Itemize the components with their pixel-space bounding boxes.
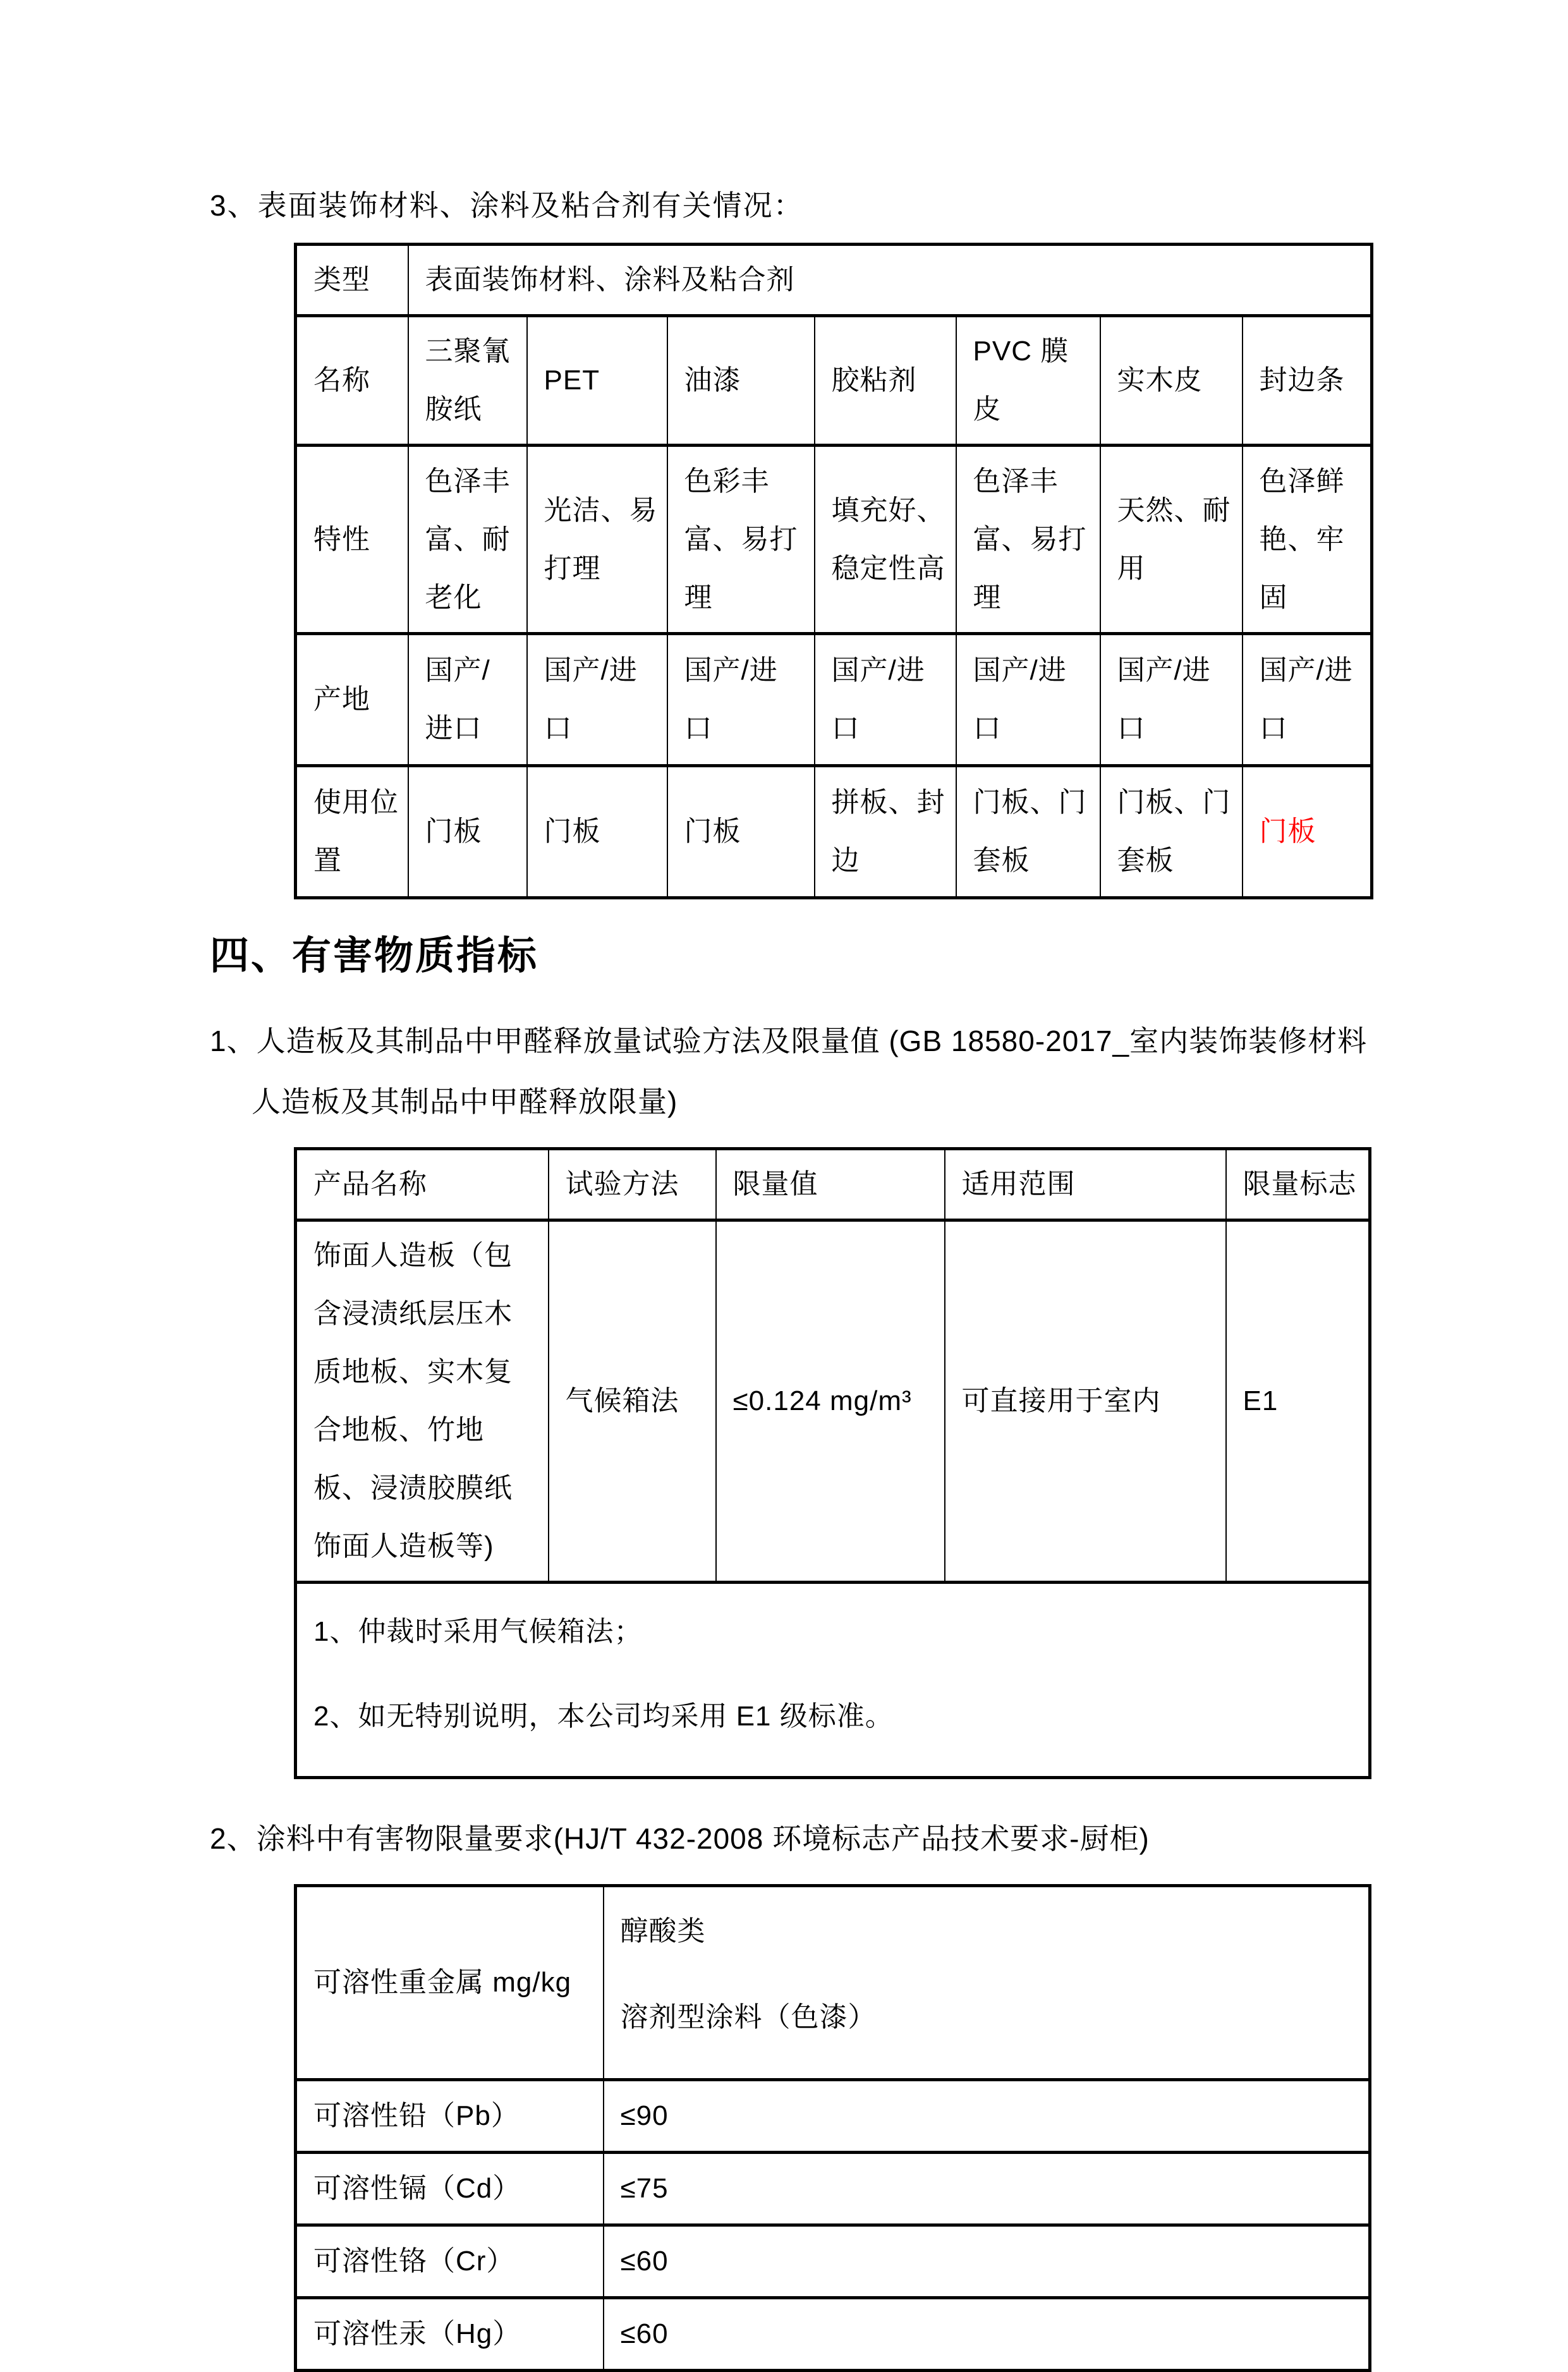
header-cell: 限量值 [716,1149,945,1220]
table-row-type [296,245,1372,316]
row-label-cell: 产地 [296,634,408,766]
coating-item-paragraph: 2、涂料中有害物限量要求(HJ/T 432-2008 环境标志产品技术要求-厨柜) [210,1822,1150,1855]
limit-value-cell: ≤0.124 mg/m³ [716,1220,945,1583]
position-cell: 拼板、封边 [815,766,956,898]
row-label-cell: 名称 [296,316,408,446]
origin-cell: 国产/进口 [667,634,815,766]
section4-heading: 四、有害物质指标 [210,934,539,978]
coating-type-line: 溶剂型涂料（色漆） [620,2002,877,2033]
origin-cell: 国产/进口 [408,634,527,766]
origin-cell: 国产/进口 [815,634,956,766]
name-cell: 实木皮 [1100,316,1243,446]
trait-cell: 色泽鲜艳、牢固 [1243,446,1372,634]
coating-type-header-cell [604,1886,1370,2080]
name-cell: 封边条 [1243,316,1372,446]
notes-cell [296,1583,1370,1778]
formaldehyde-limit-table [294,1147,1371,1779]
table-row-position [296,766,1372,898]
metal-limit-cell: ≤60 [604,2298,1370,2371]
trait-cell: 填充好、稳定性高 [815,446,956,634]
note-line: 2、如无特别说明，本公司均采用 E1 级标准。 [313,1701,894,1732]
position-cell: 门板、门套板 [1100,766,1243,898]
table-row-traits [296,446,1372,634]
table-row-origin [296,634,1372,766]
origin-cell: 国产/进口 [956,634,1100,766]
table-row-lead [296,2080,1370,2153]
table-row-product [296,1220,1370,1583]
table-row-chromium [296,2225,1370,2298]
product-name-cell: 饰面人造板（包含浸渍纸层压木质地板、实木复合地板、竹地板、浸渍胶膜纸饰面人造板等) [296,1220,549,1583]
coating-type-line: 醇酸类 [620,1916,706,1947]
table-row-name [296,316,1372,446]
limit-mark-cell: E1 [1226,1220,1370,1583]
name-cell: 三聚氰胺纸 [408,316,527,446]
name-cell: PET [527,316,667,446]
row-label-cell: 特性 [296,446,408,634]
position-cell: 门板、门套板 [956,766,1100,898]
trait-cell: 天然、耐用 [1100,446,1243,634]
metal-name-cell: 可溶性铬（Cr） [296,2225,604,2298]
position-cell-highlighted: 门板 [1243,766,1372,898]
type-label-cell: 类型 [296,245,408,316]
position-cell: 门板 [527,766,667,898]
position-cell: 门板 [667,766,815,898]
heavy-metal-table [294,1884,1371,2372]
metal-limit-cell: ≤90 [604,2080,1370,2153]
table-row-cadmium [296,2153,1370,2225]
note-line: 1、仲裁时采用气候箱法； [313,1616,643,1647]
metal-name-cell: 可溶性铅（Pb） [296,2080,604,2153]
metal-limit-cell: ≤75 [604,2153,1370,2225]
surface-materials-table [294,243,1373,899]
name-cell: PVC 膜皮 [956,316,1100,446]
position-cell: 门板 [408,766,527,898]
test-method-cell: 气候箱法 [549,1220,716,1583]
name-cell: 油漆 [667,316,815,446]
table-row-mercury [296,2298,1370,2371]
header-cell: 限量标志 [1226,1149,1370,1220]
table-header-row [296,1149,1370,1220]
formaldehyde-item-paragraph: 1、人造板及其制品中甲醛释放量试验方法及限量值 (GB 18580-2017_室内装饰装修材料 人造板及其制品中甲醛释放限量) [210,1025,1368,1118]
type-value-cell: 表面装饰材料、涂料及粘合剂 [408,245,1372,316]
heavy-metal-header-cell: 可溶性重金属 mg/kg [296,1886,604,2080]
scope-cell: 可直接用于室内 [945,1220,1226,1583]
trait-cell: 色泽丰富、易打理 [956,446,1100,634]
header-cell: 适用范围 [945,1149,1226,1220]
metal-name-cell: 可溶性汞（Hg） [296,2298,604,2371]
trait-cell: 色彩丰富、易打理 [667,446,815,634]
table-header-row [296,1886,1370,2080]
header-cell: 产品名称 [296,1149,549,1220]
header-cell: 试验方法 [549,1149,716,1220]
name-cell: 胶粘剂 [815,316,956,446]
trait-cell: 色泽丰富、耐老化 [408,446,527,634]
row-label-cell: 使用位置 [296,766,408,898]
trait-cell: 光洁、易打理 [527,446,667,634]
origin-cell: 国产/进口 [527,634,667,766]
item3-heading: 3、表面装饰材料、涂料及粘合剂有关情况： [210,189,804,222]
metal-limit-cell: ≤60 [604,2225,1370,2298]
origin-cell: 国产/进口 [1100,634,1243,766]
origin-cell: 国产/进口 [1243,634,1372,766]
metal-name-cell: 可溶性镉（Cd） [296,2153,604,2225]
table-row-notes [296,1583,1370,1778]
